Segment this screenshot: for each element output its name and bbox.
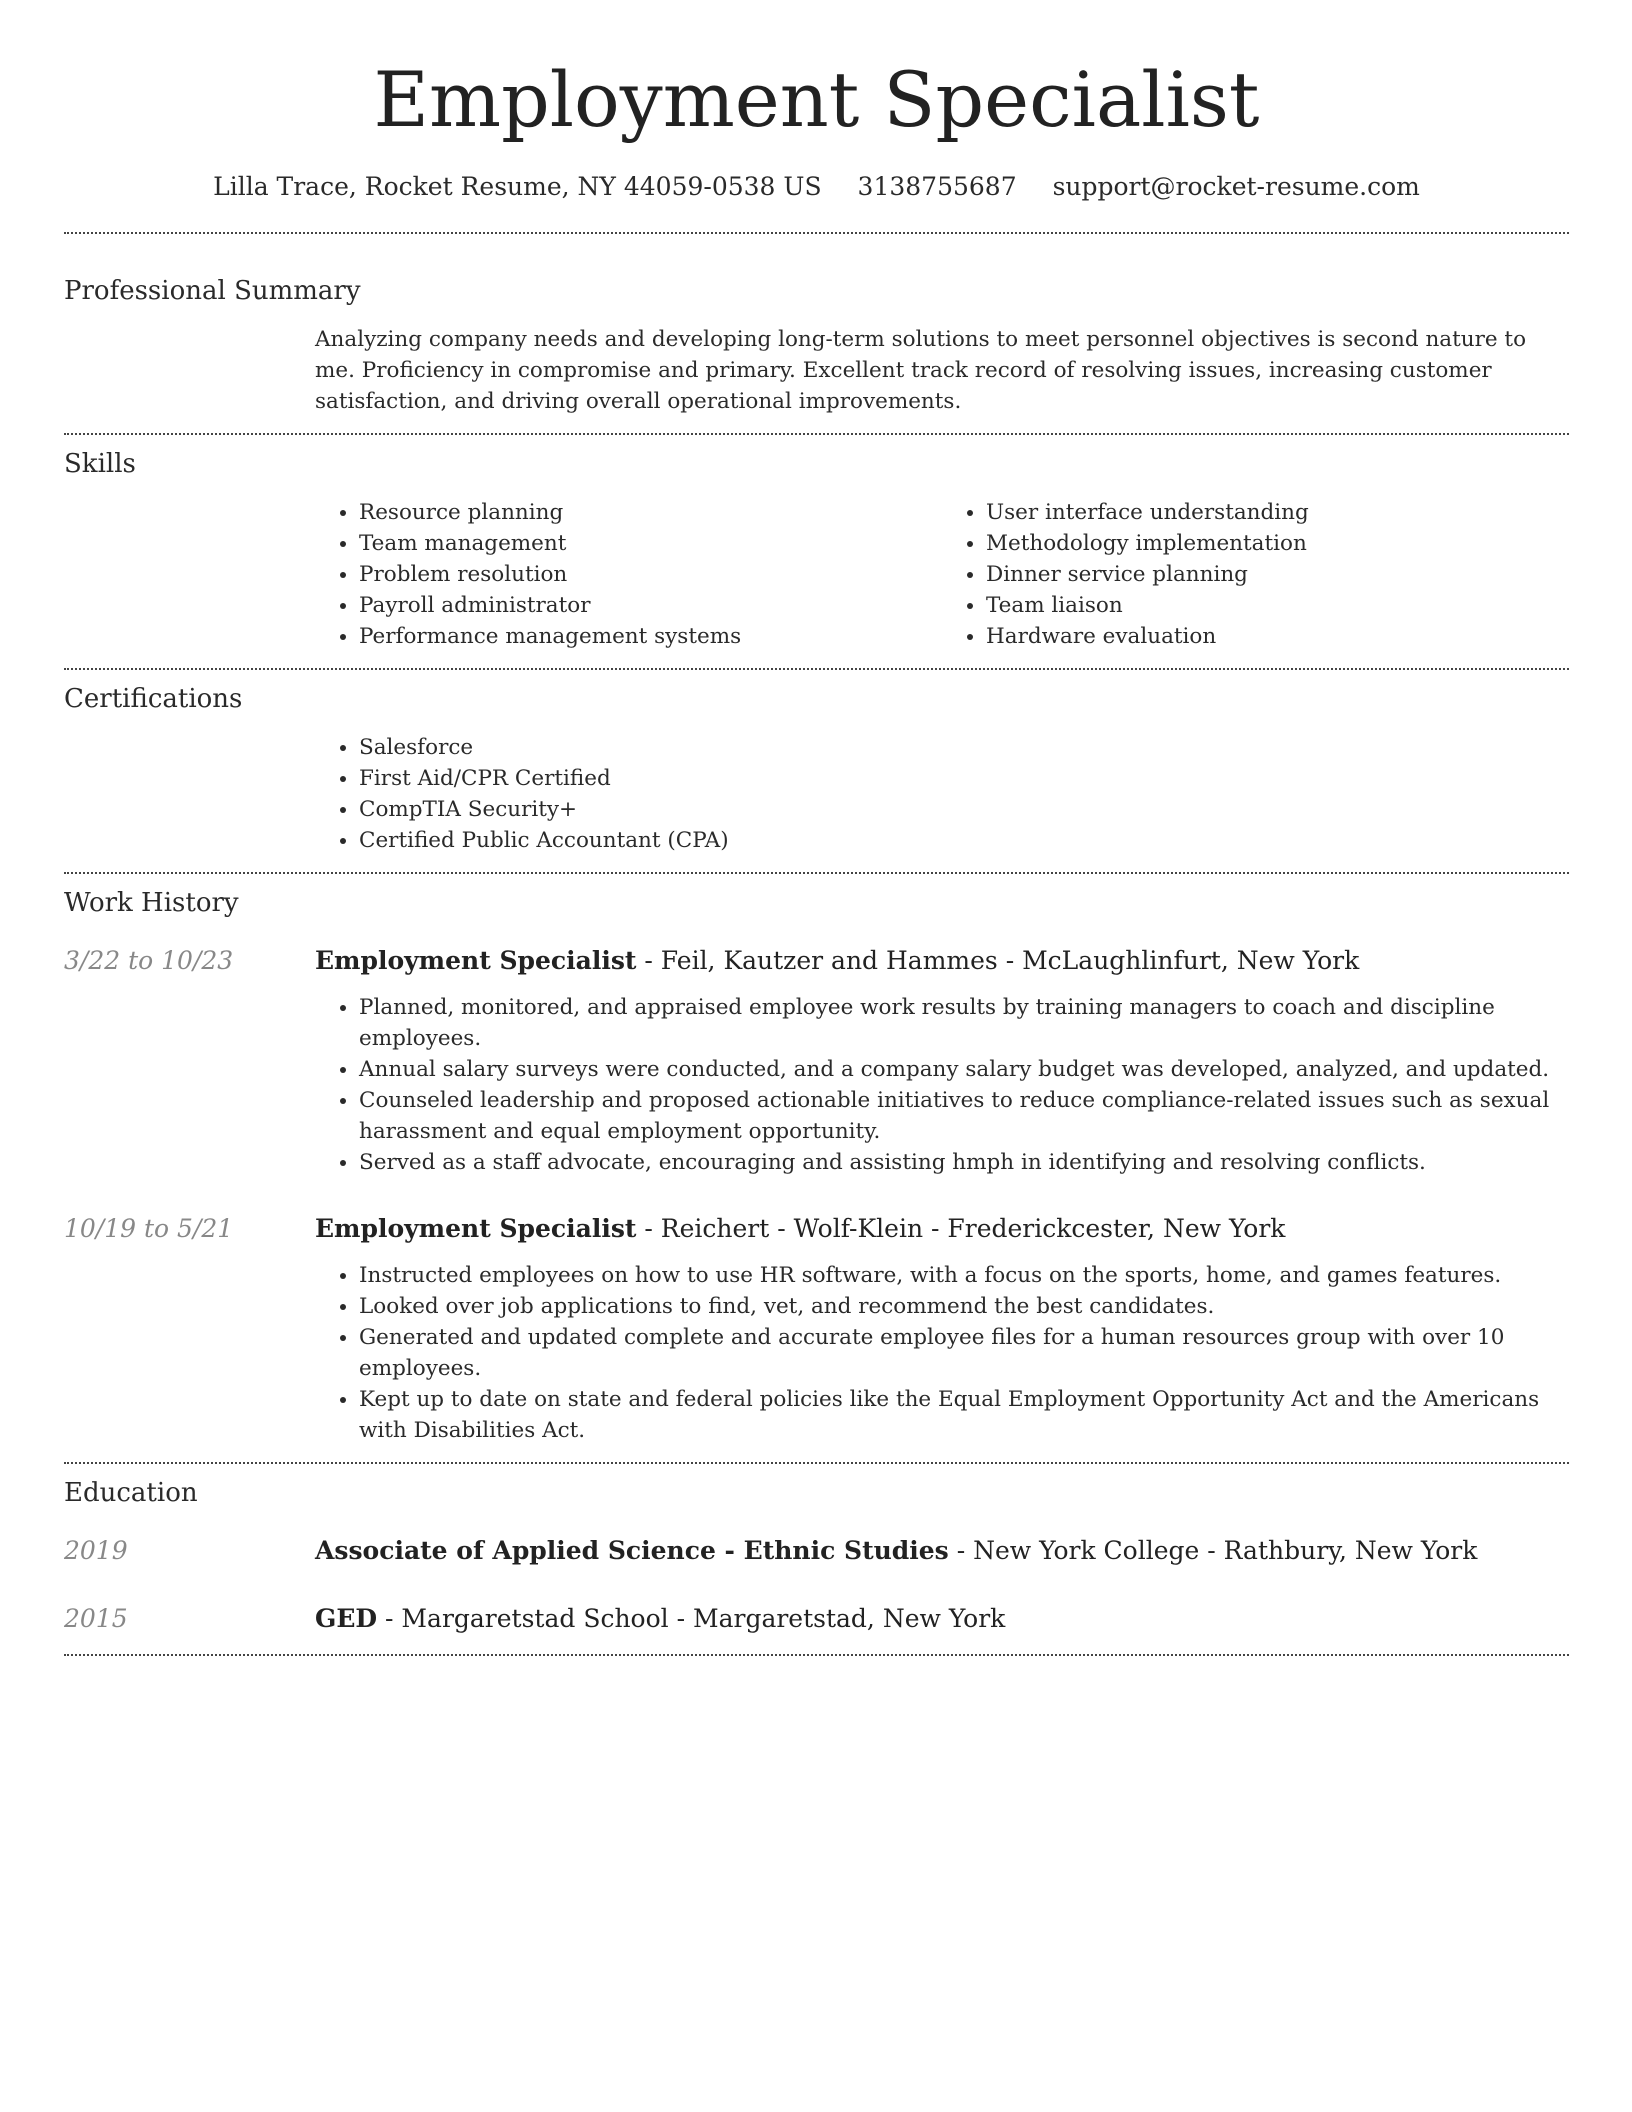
work-bullets [315,1260,1569,1446]
resume-page [64,0,1569,1656]
summary-text: Analyzing company needs and developing long-term solutions to meet personnel objectives is second nature to me. Proficiency in compromise and primary. Excellent track record of resolving issues, increasing customer satisfaction, and driving overall operational improvements. [315,327,1527,414]
work-entry [64,944,1569,978]
skill-item: • Resource planning [359,497,942,528]
work-bullet: • Annual salary surveys were conducted, and a company salary budget was developed, analyzed, and updated. [359,1054,1569,1085]
skill-item: • Team management [359,528,942,559]
certification-item: • Salesforce [359,732,1569,763]
resume-name: Employment Specialist [373,55,1260,144]
work-bullets [315,992,1569,1178]
skill-item: • Dinner service planning [986,559,1569,590]
work-heading [315,944,1359,978]
work-bullet: • Served as a staff advocate, encouraging and assisting hmph in identifying and resolving conflicts. [359,1147,1569,1178]
certification-item: • Certified Public Accountant (CPA) [359,825,1569,856]
work-role: Employment Specialist [315,1214,637,1243]
skills-column-left [315,497,942,652]
contact-line [64,170,1569,204]
work-dates: 10/19 to 5/21 [64,1214,234,1243]
education-details: - Margaretstad School - Margaretstad, New York [377,1604,1006,1633]
work-role: Employment Specialist [315,946,637,975]
skill-item: • Payroll administrator [359,590,942,621]
education-entry [64,1534,1569,1568]
section-title-skills: Skills [64,449,136,479]
education-year: 2015 [64,1604,128,1633]
education-degree: GED [315,1604,378,1633]
education-degree: Associate of Applied Science - Ethnic Studies [315,1536,949,1565]
work-bullet: • Looked over job applications to find, vet, and recommend the best candidates. [359,1291,1569,1322]
section-title-summary: Professional Summary [64,276,361,306]
skill-item: • Team liaison [986,590,1569,621]
work-entry [64,1212,1569,1246]
skill-item: • Performance management systems [359,621,942,652]
work-dates: 3/22 to 10/23 [64,946,234,975]
section-title-education: Education [64,1478,198,1508]
work-heading [315,1212,1285,1246]
contact-phone: 3138755687 [857,172,1017,201]
skill-item: • Methodology implementation [986,528,1569,559]
skill-item: • Hardware evaluation [986,621,1569,652]
certifications-list [315,732,1569,856]
skills-list [315,497,1569,652]
section-title-certifications: Certifications [64,684,243,714]
section-title-work-history: Work History [64,888,239,918]
certification-item: • CompTIA Security+ [359,794,1569,825]
work-bullet: • Generated and updated complete and accurate employee files for a human resources group with over 10 employees. [359,1322,1569,1384]
education-heading [315,1602,1005,1636]
education-entry [64,1602,1569,1636]
work-details: - Reichert - Wolf-Klein - Frederickcester, New York [636,1214,1286,1243]
contact-address: Lilla Trace, Rocket Resume, NY 44059-0538 US [213,172,822,201]
divider [64,1654,1569,1656]
work-bullet: • Counseled leadership and proposed actionable initiatives to reduce compliance-related issues such as sexual harassment and equal employment opportunity. [359,1085,1569,1147]
education-details: - New York College - Rathbury, New York [948,1536,1478,1565]
certification-item: • First Aid/CPR Certified [359,763,1569,794]
work-details: - Feil, Kautzer and Hammes - McLaughlinfurt, New York [636,946,1360,975]
education-heading [315,1534,1477,1568]
work-bullet: • Kept up to date on state and federal policies like the Equal Employment Opportunity Act and the Americans with Disabilities Act. [359,1384,1569,1446]
skills-column-right [942,497,1569,652]
skill-item: • Problem resolution [359,559,942,590]
work-bullet: • Instructed employees on how to use HR software, with a focus on the sports, home, and games features. [359,1260,1569,1291]
education-year: 2019 [64,1536,128,1565]
work-bullet: • Planned, monitored, and appraised employee work results by training managers to coach and discipline employees. [359,992,1569,1054]
skill-item: • User interface understanding [986,497,1569,528]
contact-email: support@rocket-resume.com [1052,172,1420,201]
